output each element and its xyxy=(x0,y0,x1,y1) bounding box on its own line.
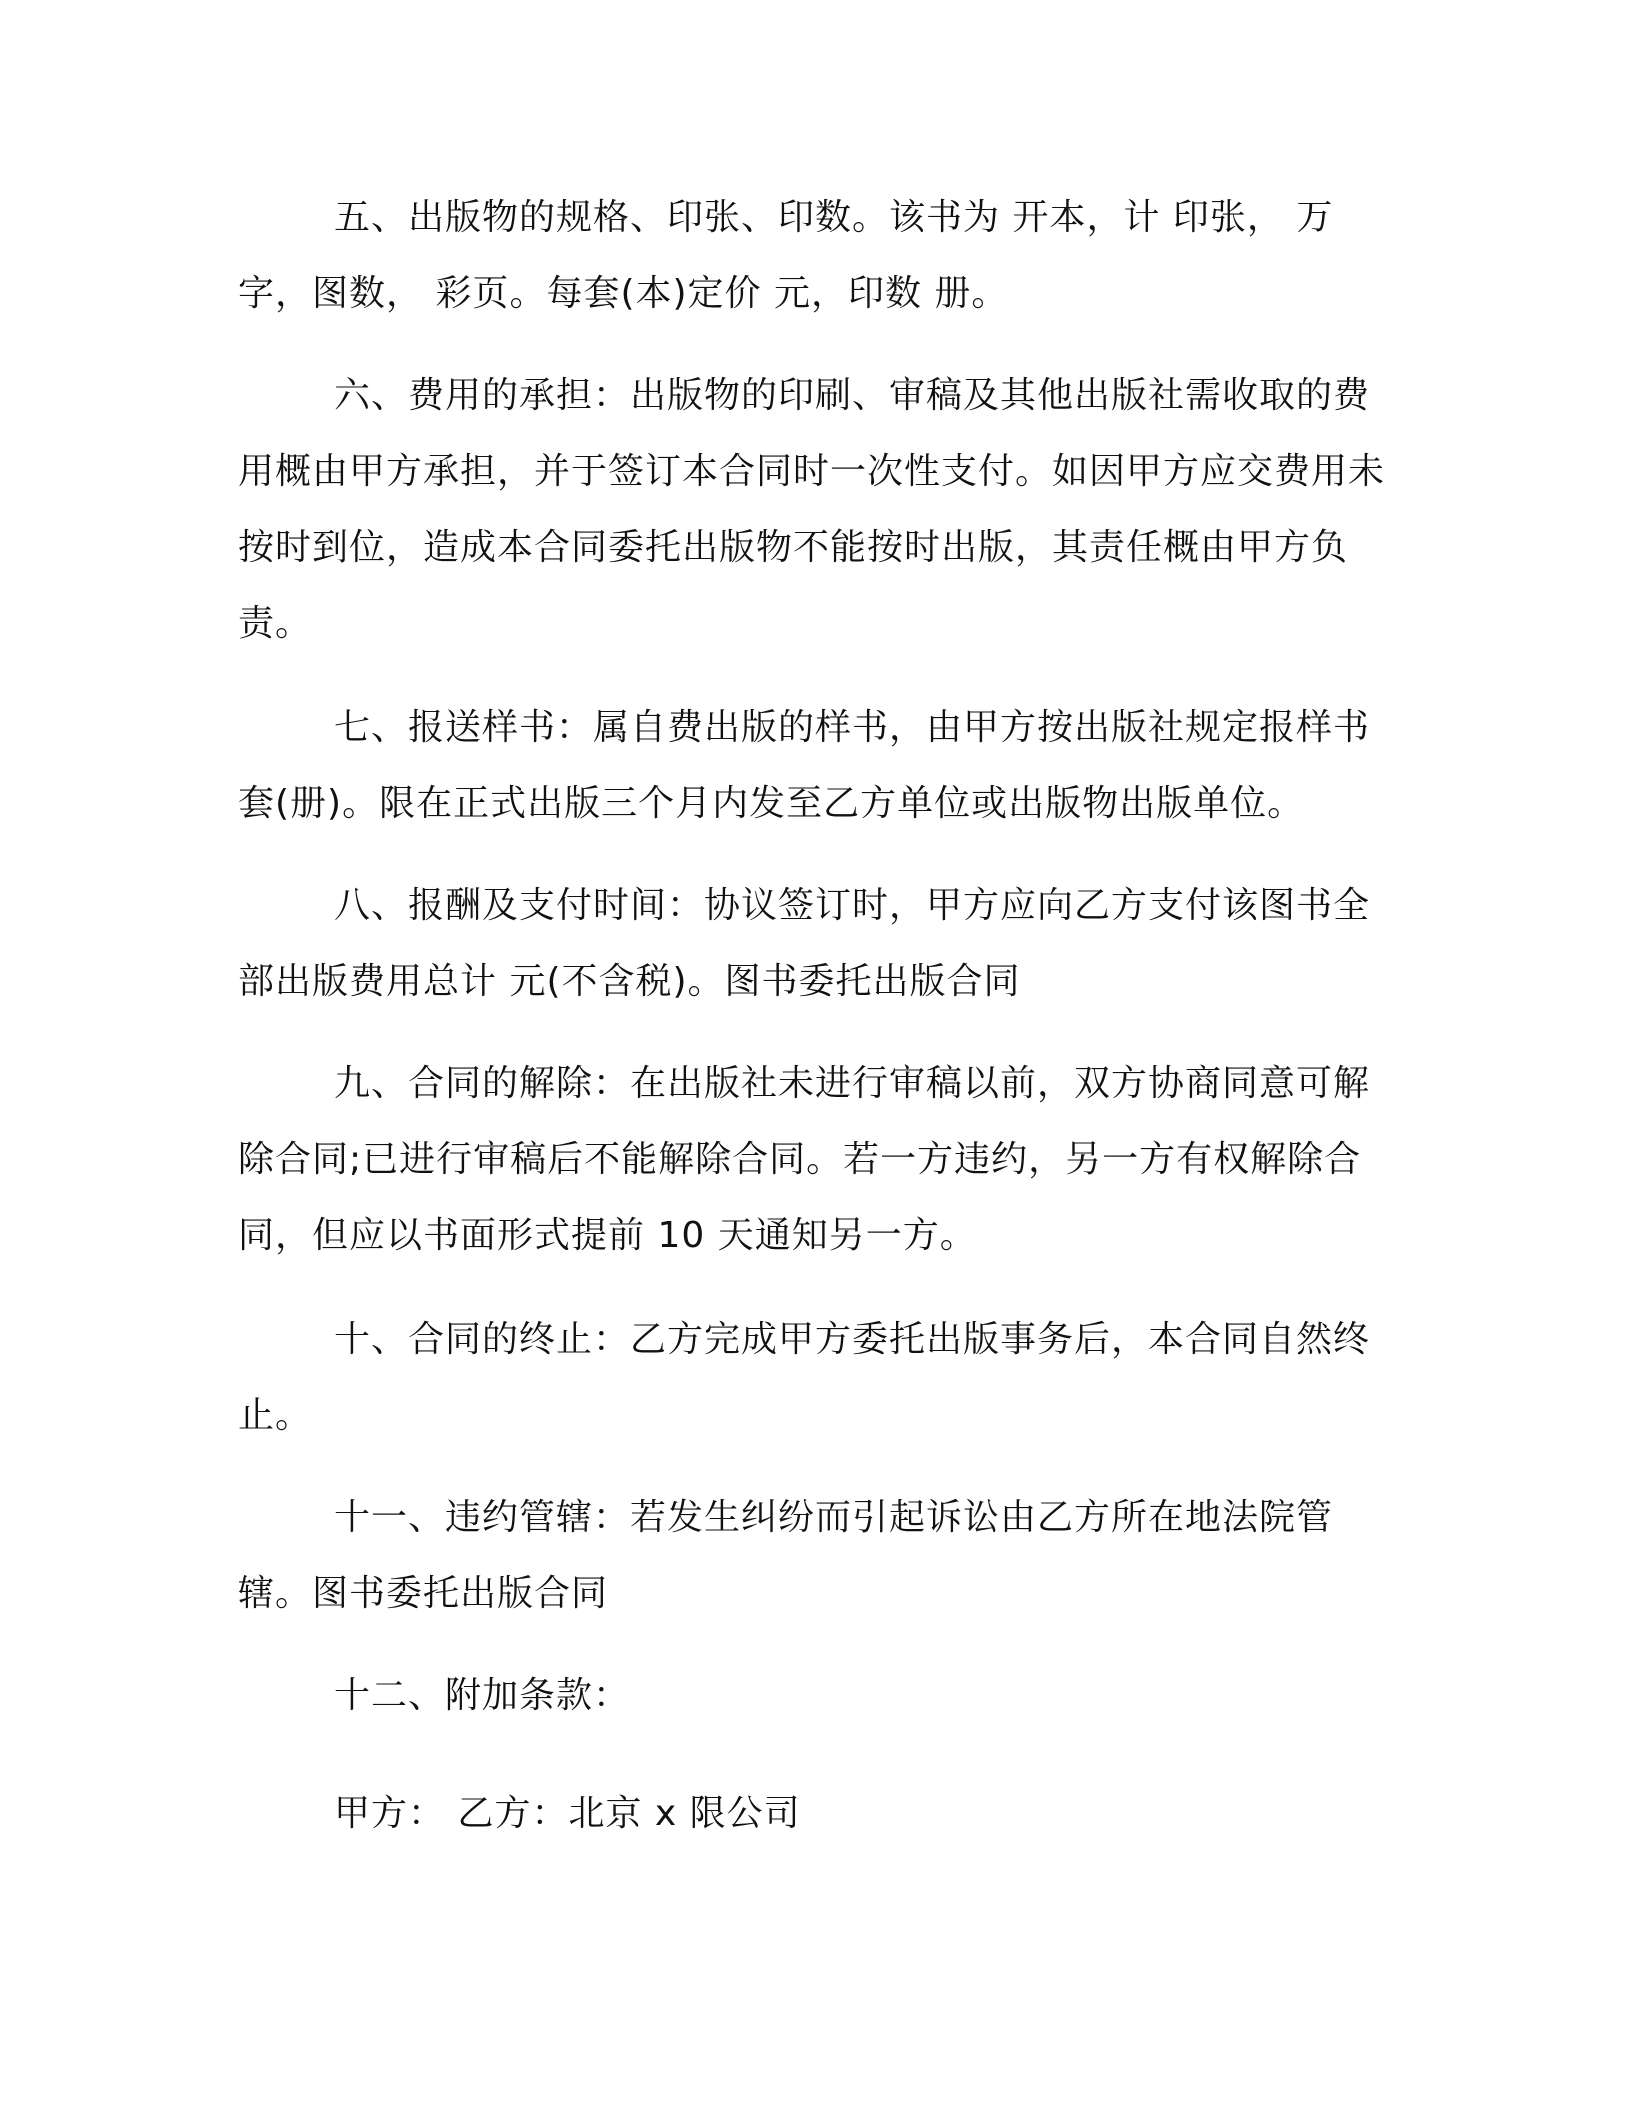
signature-parties-line: 甲方： 乙方：北京 x 限公司 xyxy=(334,1793,801,1834)
clause-10-contract-end: 十、合同的终止：乙方完成甲方委托出版事务后，本合同自然终止。 xyxy=(238,1319,1371,1436)
clause-12-additional-terms: 十二、附加条款： xyxy=(334,1675,631,1716)
clause-9-termination-rescission: 九、合同的解除：在出版社未进行审稿以前，双方协商同意可解除合同;已进行审稿后不能解除合同。若一方违约，另一方有权解除合同，但应以书面形式提前 10 天通知另一方。 xyxy=(238,1063,1371,1256)
clause-6-cost-bearing: 六、费用的承担：出版物的印刷、审稿及其他出版社需收取的费用概由甲方承担，并于签订本合同时一次性支付。如因甲方应交费用未按时到位，造成本合同委托出版物不能按时出版，其责任概由甲方负责。 xyxy=(238,375,1386,644)
clause-5-specifications: 五、出版物的规格、印张、印数。该书为 开本，计 印张， 万字，图数， 彩页。每套(本)定价 元，印数 册。 xyxy=(238,197,1334,314)
clause-7-sample-books: 七、报送样书：属自费出版的样书，由甲方按出版社规定报样书套(册)。限在正式出版三个月内发至乙方单位或出版物出版单位。 xyxy=(238,707,1371,824)
clause-11-jurisdiction: 十一、违约管辖：若发生纠纷而引起诉讼由乙方所在地法院管辖。图书委托出版合同 xyxy=(238,1497,1334,1614)
clause-8-payment: 八、报酬及支付时间：协议签订时，甲方应向乙方支付该图书全部出版费用总计 元(不含税)。图书委托出版合同 xyxy=(238,885,1371,1002)
